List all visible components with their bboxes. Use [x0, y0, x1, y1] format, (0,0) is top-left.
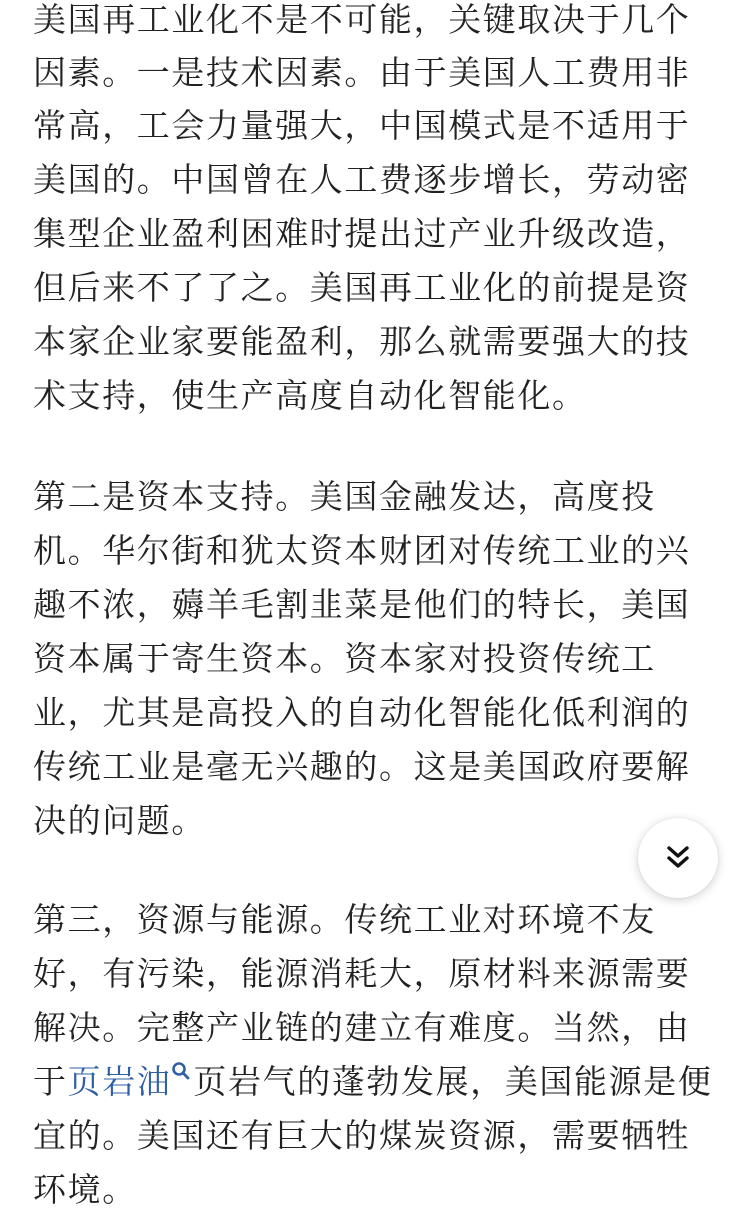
scroll-down-button[interactable]	[638, 818, 718, 898]
text-line: 第三，资源与能源。传统工业对环境不友	[33, 900, 656, 939]
text-line: 本家企业家要能盈利，那么就需要强大的技	[33, 322, 691, 361]
text-line: 环境。	[33, 1170, 137, 1209]
text-line: 常高，工会力量强大，中国模式是不适用于	[33, 106, 691, 145]
shale-oil-link[interactable]: 页岩油	[67, 1062, 172, 1101]
text-line: 机。华尔街和犹太资本财团对传统工业的兴	[33, 531, 691, 570]
double-chevron-down-icon	[664, 844, 692, 872]
link-suffix: 页岩气的蓬勃发展，美国能源是便	[193, 1062, 713, 1101]
text-line: 决的问题。	[33, 801, 206, 840]
text-line-with-link	[33, 1062, 712, 1102]
text-line: 解决。完整产业链的建立有难度。当然，由	[33, 1008, 691, 1047]
text-line: 因素。一是技术因素。由于美国人工费用非	[33, 53, 691, 92]
text-line: 集型企业盈利困难时提出过产业升级改造，	[33, 214, 691, 253]
text-line: 传统工业是毫无兴趣的。这是美国政府要解	[33, 747, 691, 786]
text-line: 业，尤其是高投入的自动化智能化低利润的	[33, 693, 691, 732]
text-line: 宜的。美国还有巨大的煤炭资源，需要牺牲	[33, 1116, 691, 1155]
search-icon[interactable]	[171, 1060, 193, 1086]
text-line: 第二是资本支持。美国金融发达，高度投	[33, 477, 656, 516]
text-line: 美国的。中国曾在人工费逐步增长，劳动密	[33, 160, 691, 199]
text-line: 好，有污染，能源消耗大，原材料来源需要	[33, 954, 691, 993]
link-prefix: 于	[33, 1062, 68, 1101]
text-line: 但后来不了了之。美国再工业化的前提是资	[33, 268, 691, 307]
text-line: 资本属于寄生资本。资本家对投资传统工	[33, 639, 656, 678]
text-line: 美国再工业化不是不可能，关键取决于几个	[33, 0, 691, 39]
text-line: 术支持，使生产高度自动化智能化。	[33, 376, 587, 415]
text-line: 趣不浓，薅羊毛割韭菜是他们的特长，美国	[33, 585, 691, 624]
